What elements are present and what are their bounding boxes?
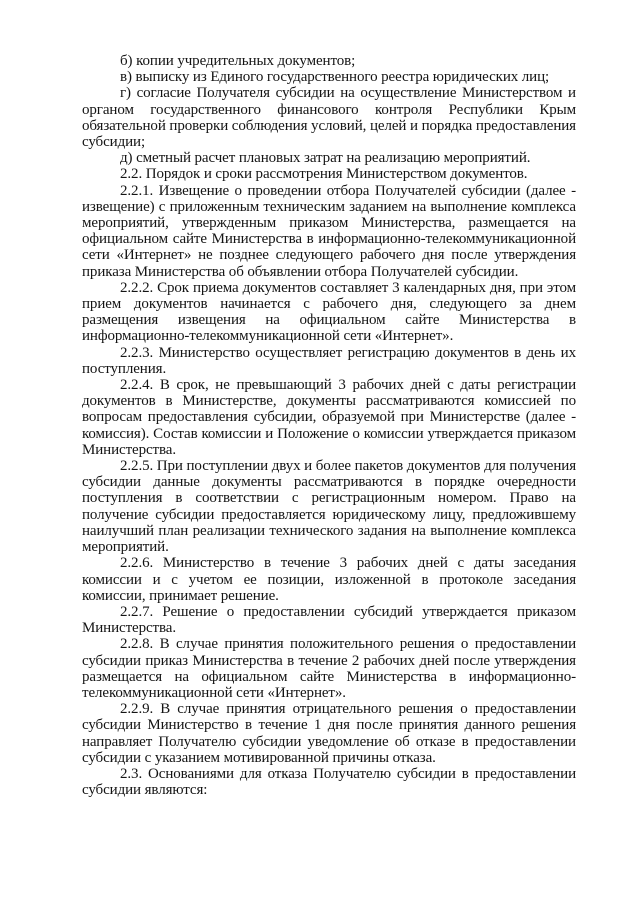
paragraph-section-2-2: 2.2. Порядок и сроки рассмотрения Министерством документов. xyxy=(120,166,528,183)
paragraph-section-2-2-2: 2.2.2. Срок приема документов составляет 3 календарных дня, при этом прием документов начинается с рабочего дня, следующего за днем размещения извещения на официальном сайте Министерства в информационно-телекоммуникационной сети «Интернет». xyxy=(82,279,576,345)
paragraph-section-2-2-6: 2.2.6. Министерство в течение 3 рабочих дней с даты заседания комиссии и с учетом ее позиции, изложенной в протоколе заседания комиссии, принимает решение. xyxy=(82,555,576,604)
paragraph-item-d: д) сметный расчет плановых затрат на реализацию мероприятий. xyxy=(120,150,531,167)
paragraph-section-2-2-5: 2.2.5. При поступлении двух и более пакетов документов для получения субсидии данные документы рассматриваются в порядке очередности поступления в соответствии с регистрационным номером. Право на получение субсидии предоставляется юридическому лицу, предложившему наилучший план реализации технического задания на выполнение комплекса мероприятий. xyxy=(82,458,577,556)
paragraph-item-b: б) копии учредительных документов; xyxy=(120,53,356,69)
paragraph-section-2-2-3: 2.2.3. Министерство осуществляет регистрацию документов в день их поступления. xyxy=(82,344,576,377)
paragraph-section-2-2-4: 2.2.4. В срок, не превышающий 3 рабочих дней с даты регистрации документов в Министерстве, документы рассматриваются комиссией по вопросам предоставления субсидии, образуемой при Министерстве (далее - комиссия). Состав комиссии и Положение о комиссии утверждается приказом Министерства. xyxy=(82,377,576,458)
paragraph-section-2-2-1: 2.2.1. Извещение о проведении отбора Получателей субсидии (далее - извещение) с приложенным техническим заданием на выполнение комплекса мероприятий, утвержденным приказом Министерства, размещается на официальном сайте Министерства в информационно-телекоммуникационной сети «Интернет» не позднее следующего рабочего дня после утверждения приказа Министерства об объявлении отбора Получателей субсидии. xyxy=(82,182,576,280)
document-body xyxy=(82,53,576,798)
paragraph-item-v: в) выписку из Единого государственного реестра юридических лиц; xyxy=(120,69,550,86)
paragraph-section-2-2-7: 2.2.7. Решение о предоставлении субсидий утверждается приказом Министерства. xyxy=(82,603,576,637)
paragraph-item-g: г) согласие Получателя субсидии на осуществление Министерством и органом государственного финансового контроля Республики Крым обязательной проверки соблюдения условий, целей и порядка предоставления субсидии; xyxy=(82,85,576,151)
paragraph-section-2-2-9: 2.2.9. В случае принятия отрицательного решения о предоставлении субсидии Министерство в течение 1 дня после принятия данного решения направляет Получателю субсидии уведомление об отказе в предоставлении субсидии с указанием мотивированной причины отказа. xyxy=(82,701,576,766)
paragraph-section-2-3: 2.3. Основаниями для отказа Получателю субсидии в предоставлении субсидии являются: xyxy=(82,765,576,799)
paragraph-section-2-2-8: 2.2.8. В случае принятия положительного решения о предоставлении субсидии приказ Министерства в течение 2 рабочих дней после утверждения размещается на официальном сайте Министерства в информационно-телекоммуникационной сети «Интернет». xyxy=(82,636,576,701)
